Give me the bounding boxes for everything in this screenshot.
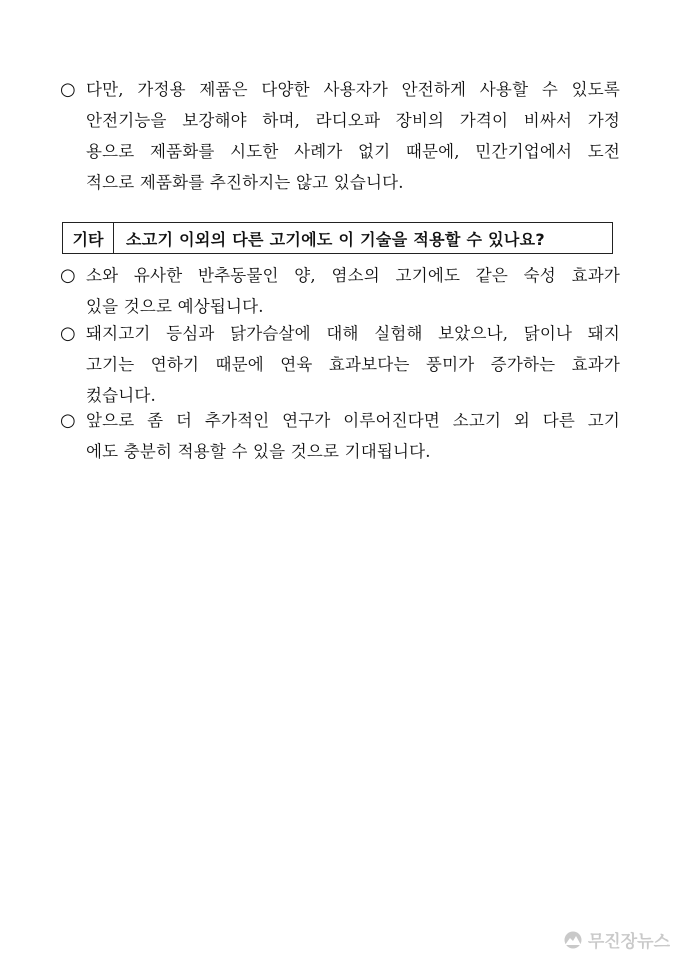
answer-paragraph-1 <box>60 260 620 322</box>
section-header <box>62 222 613 254</box>
paragraph-line: 앞으로 좀 더 추가적인 연구가 이루어진다면 소고기 외 다른 고기 <box>86 411 620 430</box>
bullet-circle: ○ <box>60 323 76 344</box>
intro-paragraph <box>60 74 620 198</box>
paragraph-line: 소와 유사한 반추동물인 양, 염소의 고기에도 같은 숙성 효과가 <box>86 266 620 285</box>
paragraph-line: 돼지고기 등심과 닭가슴살에 대해 실험해 보았으나, 닭이나 돼지 <box>86 324 620 343</box>
answer-paragraph-3 <box>60 405 620 467</box>
paragraph-line: 있을 것으로 예상됩니다. <box>86 297 264 316</box>
section-tag: 기타 <box>63 223 114 253</box>
paragraph-line: 에도 충분히 적용할 수 있을 것으로 기대됩니다. <box>86 442 431 461</box>
paragraph-line: 고기는 연하기 때문에 연육 효과보다는 풍미가 증가하는 효과가 <box>86 355 620 374</box>
paragraph-line: 용으로 제품화를 시도한 사례가 없기 때문에, 민간기업에서 도전 <box>86 142 620 161</box>
answer-paragraph-2 <box>60 318 620 411</box>
mountain-logo-icon <box>562 931 584 949</box>
bullet-circle: ○ <box>60 265 76 286</box>
paragraph-line: 적으로 제품화를 추진하지는 않고 있습니다. <box>86 173 404 192</box>
bullet-circle: ○ <box>60 79 76 100</box>
watermark <box>562 927 670 952</box>
paragraph-line: 컸습니다. <box>86 386 157 405</box>
watermark-text: 무진장뉴스 <box>587 932 670 952</box>
section-title: 소고기 이외의 다른 고기에도 이 기술을 적용할 수 있나요? <box>126 229 545 249</box>
paragraph-line: 다만, 가정용 제품은 다양한 사용자가 안전하게 사용할 수 있도록 <box>86 80 620 99</box>
paragraph-line: 안전기능을 보강해야 하며, 라디오파 장비의 가격이 비싸서 가정 <box>86 111 620 130</box>
bullet-circle: ○ <box>60 410 76 431</box>
